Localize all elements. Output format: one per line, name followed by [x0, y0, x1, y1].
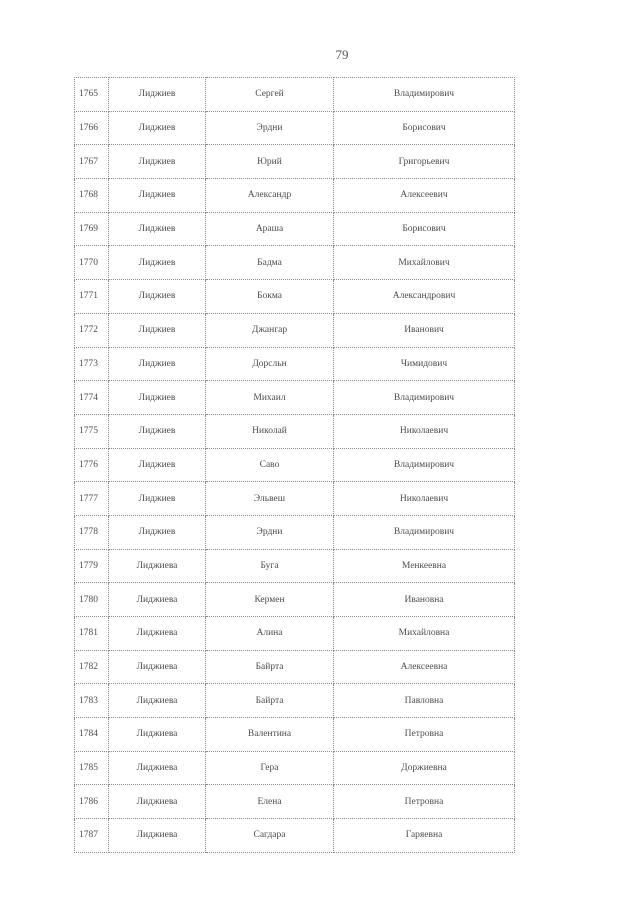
patronymic-cell: Гаряевна: [334, 819, 515, 853]
name-cell: Сагдара: [206, 819, 334, 853]
patronymic-cell: Григорьевич: [334, 145, 515, 179]
table-row: [75, 583, 515, 617]
name-cell: Кермен: [206, 583, 334, 617]
name-cell: Гера: [206, 751, 334, 785]
surname-cell: Лиджиева: [109, 650, 206, 684]
name-cell: Валентина: [206, 718, 334, 752]
patronymic-cell: Владимирович: [334, 381, 515, 415]
surname-cell: Лиджиев: [109, 280, 206, 314]
patronymic-cell: Доржиевна: [334, 751, 515, 785]
page-number: 79: [335, 47, 349, 62]
patronymic-cell: Алексеевич: [334, 179, 515, 213]
surname-cell: Лиджиева: [109, 718, 206, 752]
table-row: [75, 280, 515, 314]
surname-cell: Лиджиев: [109, 313, 206, 347]
row-number-cell: 1765: [75, 78, 109, 112]
name-cell: Байрта: [206, 650, 334, 684]
surname-cell: Лиджиев: [109, 515, 206, 549]
surname-cell: Лиджиева: [109, 684, 206, 718]
table-row: [75, 179, 515, 213]
name-cell: Александр: [206, 179, 334, 213]
surname-cell: Лиджиева: [109, 819, 206, 853]
surname-cell: Лиджиев: [109, 78, 206, 112]
row-number-cell: 1786: [75, 785, 109, 819]
surname-cell: Лиджиев: [109, 381, 206, 415]
patronymic-cell: Чимидович: [334, 347, 515, 381]
table-row: [75, 684, 515, 718]
table-row: [75, 414, 515, 448]
patronymic-cell: Михайловна: [334, 617, 515, 651]
row-number-cell: 1785: [75, 751, 109, 785]
row-number-cell: 1787: [75, 819, 109, 853]
patronymic-cell: Николаевич: [334, 414, 515, 448]
surname-cell: Лиджиева: [109, 583, 206, 617]
name-cell: Дорсльн: [206, 347, 334, 381]
patronymic-cell: Петровна: [334, 785, 515, 819]
patronymic-cell: Александрович: [334, 280, 515, 314]
patronymic-cell: Владимирович: [334, 515, 515, 549]
surname-cell: Лиджиев: [109, 111, 206, 145]
row-number-cell: 1767: [75, 145, 109, 179]
surname-cell: Лиджиев: [109, 246, 206, 280]
surname-cell: Лиджиев: [109, 347, 206, 381]
patronymic-cell: Борисович: [334, 212, 515, 246]
surname-cell: Лиджиев: [109, 179, 206, 213]
patronymic-cell: Ивановна: [334, 583, 515, 617]
row-number-cell: 1783: [75, 684, 109, 718]
name-cell: Бокма: [206, 280, 334, 314]
name-cell: Михаил: [206, 381, 334, 415]
registry-table-body: [75, 78, 515, 853]
table-row: [75, 448, 515, 482]
patronymic-cell: Михайлович: [334, 246, 515, 280]
table-row: [75, 650, 515, 684]
row-number-cell: 1775: [75, 414, 109, 448]
table-row: [75, 515, 515, 549]
patronymic-cell: Алексеевна: [334, 650, 515, 684]
row-number-cell: 1777: [75, 482, 109, 516]
table-row: [75, 482, 515, 516]
patronymic-cell: Петровна: [334, 718, 515, 752]
surname-cell: Лиджиева: [109, 785, 206, 819]
row-number-cell: 1768: [75, 179, 109, 213]
name-cell: Сергей: [206, 78, 334, 112]
row-number-cell: 1778: [75, 515, 109, 549]
row-number-cell: 1784: [75, 718, 109, 752]
row-number-cell: 1770: [75, 246, 109, 280]
table-row: [75, 111, 515, 145]
row-number-cell: 1780: [75, 583, 109, 617]
table-row: [75, 145, 515, 179]
table-row: [75, 78, 515, 112]
name-cell: Николай: [206, 414, 334, 448]
row-number-cell: 1779: [75, 549, 109, 583]
surname-cell: Лиджиев: [109, 212, 206, 246]
name-cell: Алина: [206, 617, 334, 651]
surname-cell: Лиджиев: [109, 448, 206, 482]
table-row: [75, 313, 515, 347]
surname-cell: Лиджиева: [109, 617, 206, 651]
name-cell: Бадма: [206, 246, 334, 280]
name-cell: Буга: [206, 549, 334, 583]
table-row: [75, 347, 515, 381]
name-cell: Джангар: [206, 313, 334, 347]
table-row: [75, 549, 515, 583]
surname-cell: Лиджиев: [109, 145, 206, 179]
table-row: [75, 381, 515, 415]
row-number-cell: 1769: [75, 212, 109, 246]
surname-cell: Лиджиева: [109, 549, 206, 583]
name-cell: Елена: [206, 785, 334, 819]
name-cell: Эрдни: [206, 515, 334, 549]
patronymic-cell: Николаевич: [334, 482, 515, 516]
surname-cell: Лиджиева: [109, 751, 206, 785]
table-row: [75, 212, 515, 246]
name-cell: Эльвеш: [206, 482, 334, 516]
row-number-cell: 1782: [75, 650, 109, 684]
row-number-cell: 1776: [75, 448, 109, 482]
table-row: [75, 751, 515, 785]
patronymic-cell: Иванович: [334, 313, 515, 347]
surname-cell: Лиджиев: [109, 414, 206, 448]
table-row: [75, 785, 515, 819]
name-cell: Юрий: [206, 145, 334, 179]
table-row: [75, 617, 515, 651]
row-number-cell: 1772: [75, 313, 109, 347]
surname-cell: Лиджиев: [109, 482, 206, 516]
row-number-cell: 1773: [75, 347, 109, 381]
table-row: [75, 819, 515, 853]
patronymic-cell: Владимирович: [334, 78, 515, 112]
registry-table: [74, 77, 515, 853]
table-row: [75, 718, 515, 752]
row-number-cell: 1766: [75, 111, 109, 145]
name-cell: Эрдни: [206, 111, 334, 145]
row-number-cell: 1774: [75, 381, 109, 415]
name-cell: Саво: [206, 448, 334, 482]
patronymic-cell: Менкеевна: [334, 549, 515, 583]
row-number-cell: 1771: [75, 280, 109, 314]
name-cell: Байрта: [206, 684, 334, 718]
table-row: [75, 246, 515, 280]
patronymic-cell: Борисович: [334, 111, 515, 145]
patronymic-cell: Павловна: [334, 684, 515, 718]
name-cell: Араша: [206, 212, 334, 246]
row-number-cell: 1781: [75, 617, 109, 651]
patronymic-cell: Владимирович: [334, 448, 515, 482]
